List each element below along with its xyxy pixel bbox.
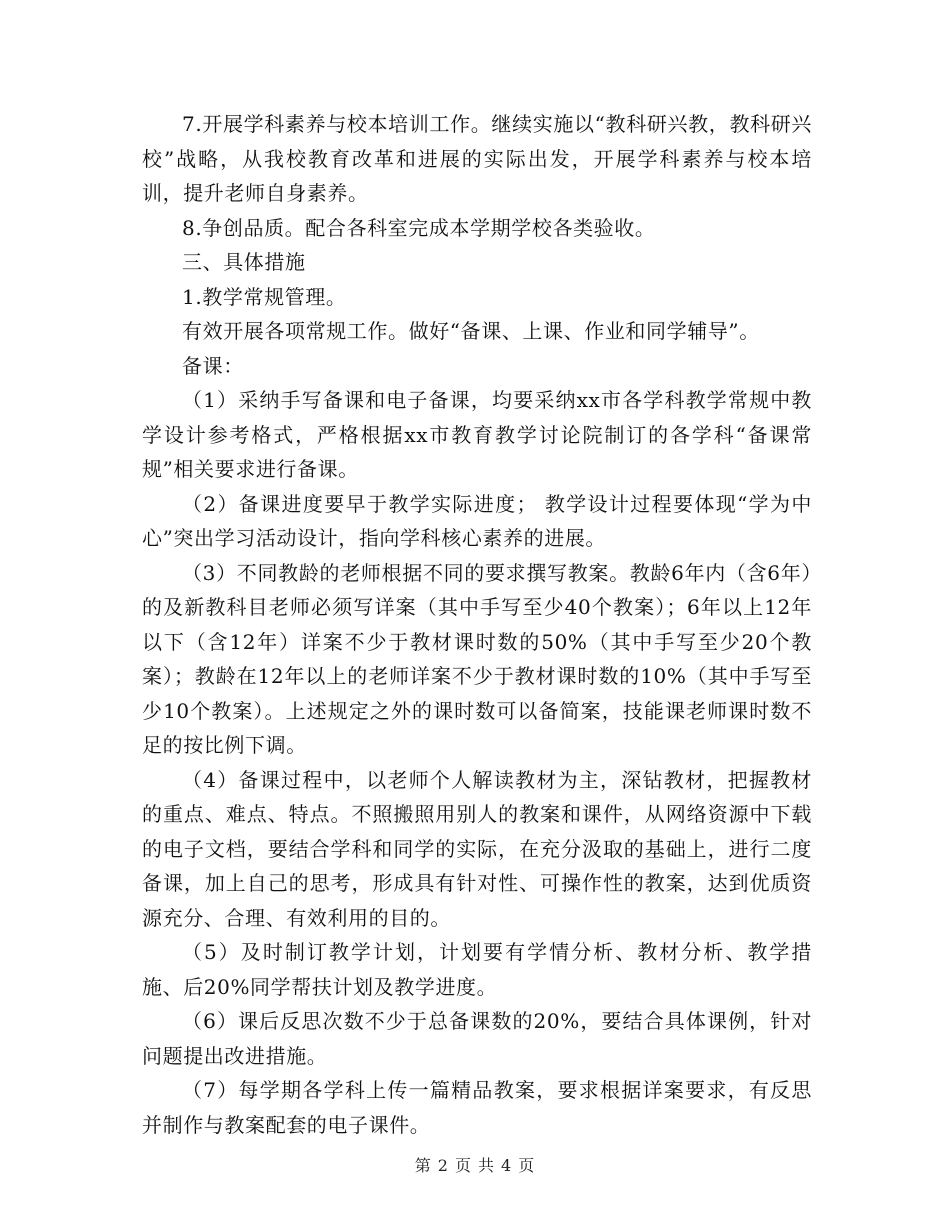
paragraph-prep-1: （1）采纳手写备课和电子备课，均要采纳xx市各学科教学常规中教学设计参考格式，严格根据xx市教育教学讨论院制订的各学科“备课常规”相关要求进行备课。 — [142, 388, 812, 481]
document-body — [142, 107, 812, 1142]
paragraph-prep-6: （6）课后反思次数不少于总备课数的20%，要结合具体课例，针对问题提出改进措施。 — [142, 1009, 812, 1068]
footer-current-page: 2 — [437, 1156, 449, 1175]
paragraph-prep-7: （7）每学期各学科上传一篇精品教案，要求根据详案要求，有反思并制作与教案配套的电子课件。 — [142, 1078, 812, 1137]
paragraph-item-7: 7.开展学科素养与校本培训工作。继续实施以“教科研兴教，教科研兴校”战略，从我校教育改革和进展的实际出发，开展学科素养与校本培训，提升老师自身素养。 — [142, 112, 812, 205]
paragraph-prep-3: （3）不同教龄的老师根据不同的要求撰写教案。教龄6年内（含6年）的及新教科目老师必须写详案（其中手写至少40个教案）；6年以上12年以下（含12年）详案不少于教材课时数的50%（其中手写至少20个教案）；教龄在12年以上的老师详案不少于教材课时数的10%（其中手写至少10个教案）。上述规定之外的课时数可以备简案，技能课老师课时数不足的按比例下调。 — [142, 560, 812, 757]
section-heading-measures: 三、具体措施 — [182, 250, 306, 274]
footer-total-pages: 4 — [501, 1156, 513, 1175]
footer-total-word: 共 — [478, 1156, 496, 1175]
footer-page-word: 页 — [454, 1156, 472, 1175]
subsection-heading-routine: 1.教学常规管理。 — [182, 284, 347, 309]
footer-prefix: 第 — [414, 1156, 432, 1175]
label-lesson-prep: 备课： — [182, 353, 244, 378]
paragraph-prep-4: （4）备课过程中，以老师个人解读教材为主，深钻教材，把握教材的重点、难点、特点。不照搬照用别人的教案和课件，从网络资源中下载的电子文档，要结合学科和同学的实际，在充分汲取的基础上，进行二度备课，加上自己的思考，形成具有针对性、可操作性的教案，达到优质资源充分、合理、有效利用的目的。 — [142, 767, 812, 930]
paragraph-item-8: 8.争创品质。配合各科室完成本学期学校各类验收。 — [182, 215, 656, 240]
paragraph-routine-intro: 有效开展各项常规工作。做好“备课、上课、作业和同学辅导”。 — [182, 319, 760, 343]
paragraph-prep-2: （2）备课进度要早于教学实际进度； 教学设计过程要体现“学为中心”突出学习活动设计，指向学科核心素养的进展。 — [142, 491, 812, 550]
paragraph-prep-5: （5）及时制订教学计划，计划要有学情分析、教材分析、教学措施、后20%同学帮扶计划及教学进度。 — [142, 940, 812, 999]
footer-suffix: 页 — [518, 1156, 536, 1175]
page-number-footer — [0, 1153, 950, 1176]
